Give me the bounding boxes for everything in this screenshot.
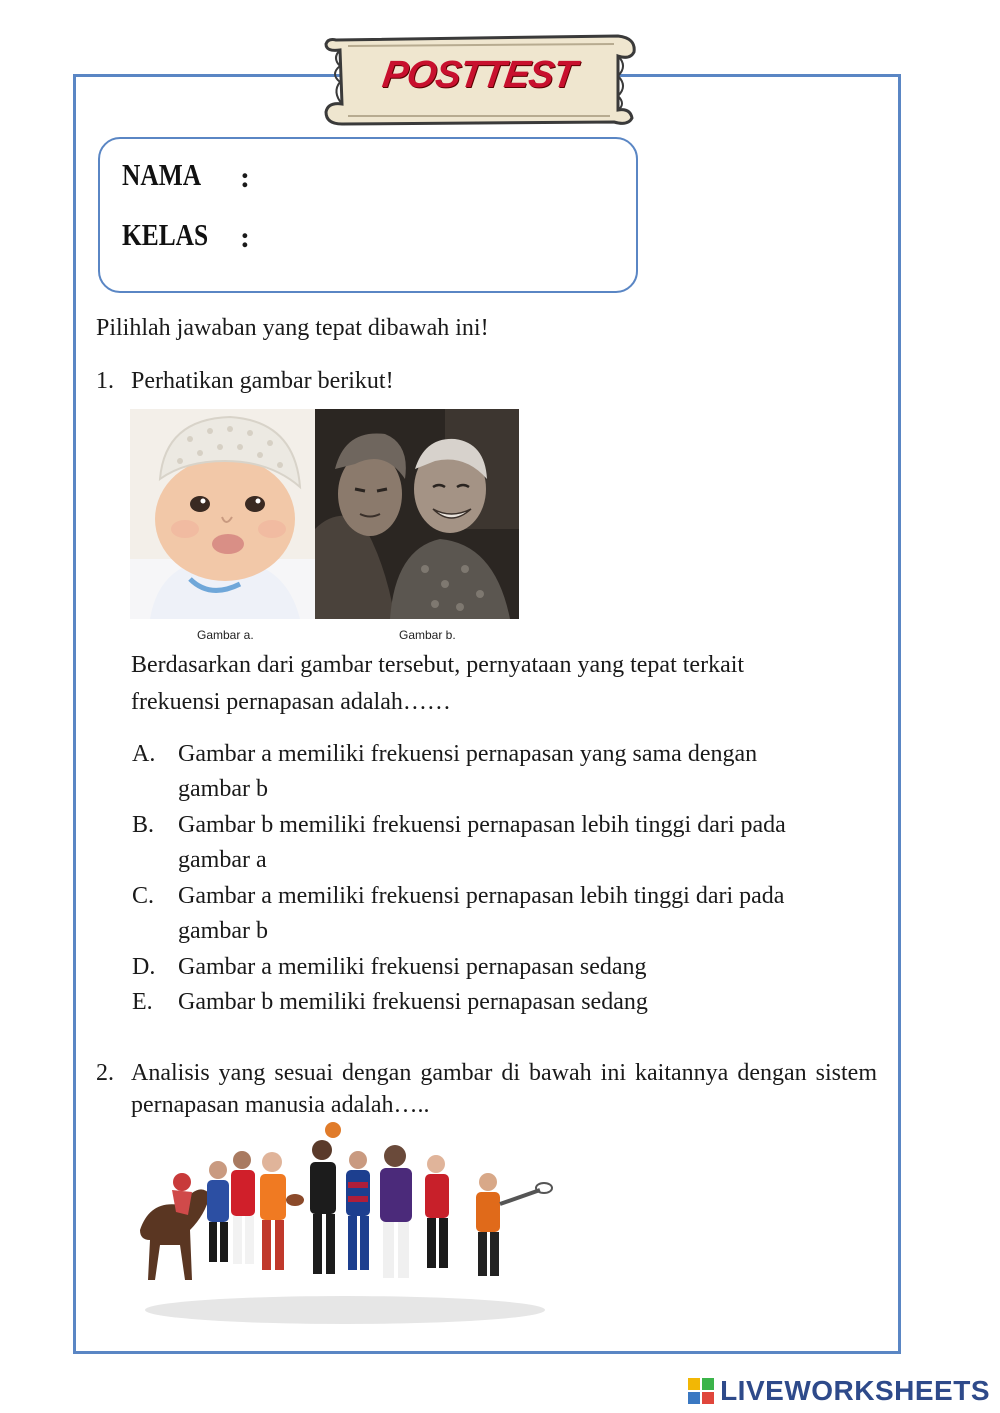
option-c-line-1: Gambar a memiliki frekuensi pernapasan lebih tinggi dari pada <box>178 883 785 909</box>
baby-illustration <box>130 409 315 619</box>
caption-gambar-b: Gambar b. <box>399 628 456 642</box>
baby-photo <box>130 409 315 619</box>
option-d-letter: D. <box>132 954 156 980</box>
title-scroll-banner <box>318 30 640 128</box>
sports-athletes-image <box>130 1120 560 1330</box>
option-e-line-1: Gambar b memiliki frekuensi pernapasan sedang <box>178 989 648 1015</box>
option-c-letter: C. <box>132 883 155 909</box>
option-c-line-2: gambar b <box>178 918 268 944</box>
instruction-text: Pilihlah jawaban yang tepat dibawah ini! <box>96 315 489 341</box>
name-colon: : <box>240 161 250 194</box>
question-2-number: 2. <box>96 1060 114 1086</box>
page-title: POSTTEST <box>379 54 579 96</box>
option-a-line-2: gambar b <box>178 776 268 802</box>
question-1-stem-line-2: frekuensi pernapasan adalah…… <box>131 689 451 715</box>
class-colon: : <box>240 221 250 254</box>
question-1-prompt: Perhatikan gambar berikut! <box>131 368 394 394</box>
athletes-illustration <box>130 1120 560 1330</box>
brand-name: LIVEWORKSHEETS <box>720 1375 990 1406</box>
student-identity-box <box>98 137 638 293</box>
liveworksheets-grid-icon <box>688 1378 714 1404</box>
class-label: KELAS <box>122 217 209 252</box>
option-e-letter: E. <box>132 989 153 1015</box>
elderly-photo <box>315 409 519 619</box>
option-d-line-1: Gambar a memiliki frekuensi pernapasan sedang <box>178 954 647 980</box>
question-1-number: 1. <box>96 368 114 394</box>
option-a-line-1: Gambar a memiliki frekuensi pernapasan yang sama dengan <box>178 741 758 767</box>
caption-gambar-a: Gambar a. <box>197 628 254 642</box>
question-2-text: Analisis yang sesuai dengan gambar di bawah ini kaitannya dengan sistem pernapasan manusia adalah….. <box>131 1060 877 1118</box>
option-b-letter: B. <box>132 812 155 838</box>
elderly-illustration <box>315 409 519 619</box>
liveworksheets-logo[interactable] <box>688 1375 990 1407</box>
name-label: NAMA <box>122 157 202 192</box>
question-1-stem-line-1: Berdasarkan dari gambar tersebut, pernyataan yang tepat terkait <box>131 652 745 678</box>
option-b-line-2: gambar a <box>178 847 267 873</box>
option-b-line-1: Gambar b memiliki frekuensi pernapasan lebih tinggi dari pada <box>178 812 786 838</box>
option-a-letter: A. <box>132 741 156 767</box>
